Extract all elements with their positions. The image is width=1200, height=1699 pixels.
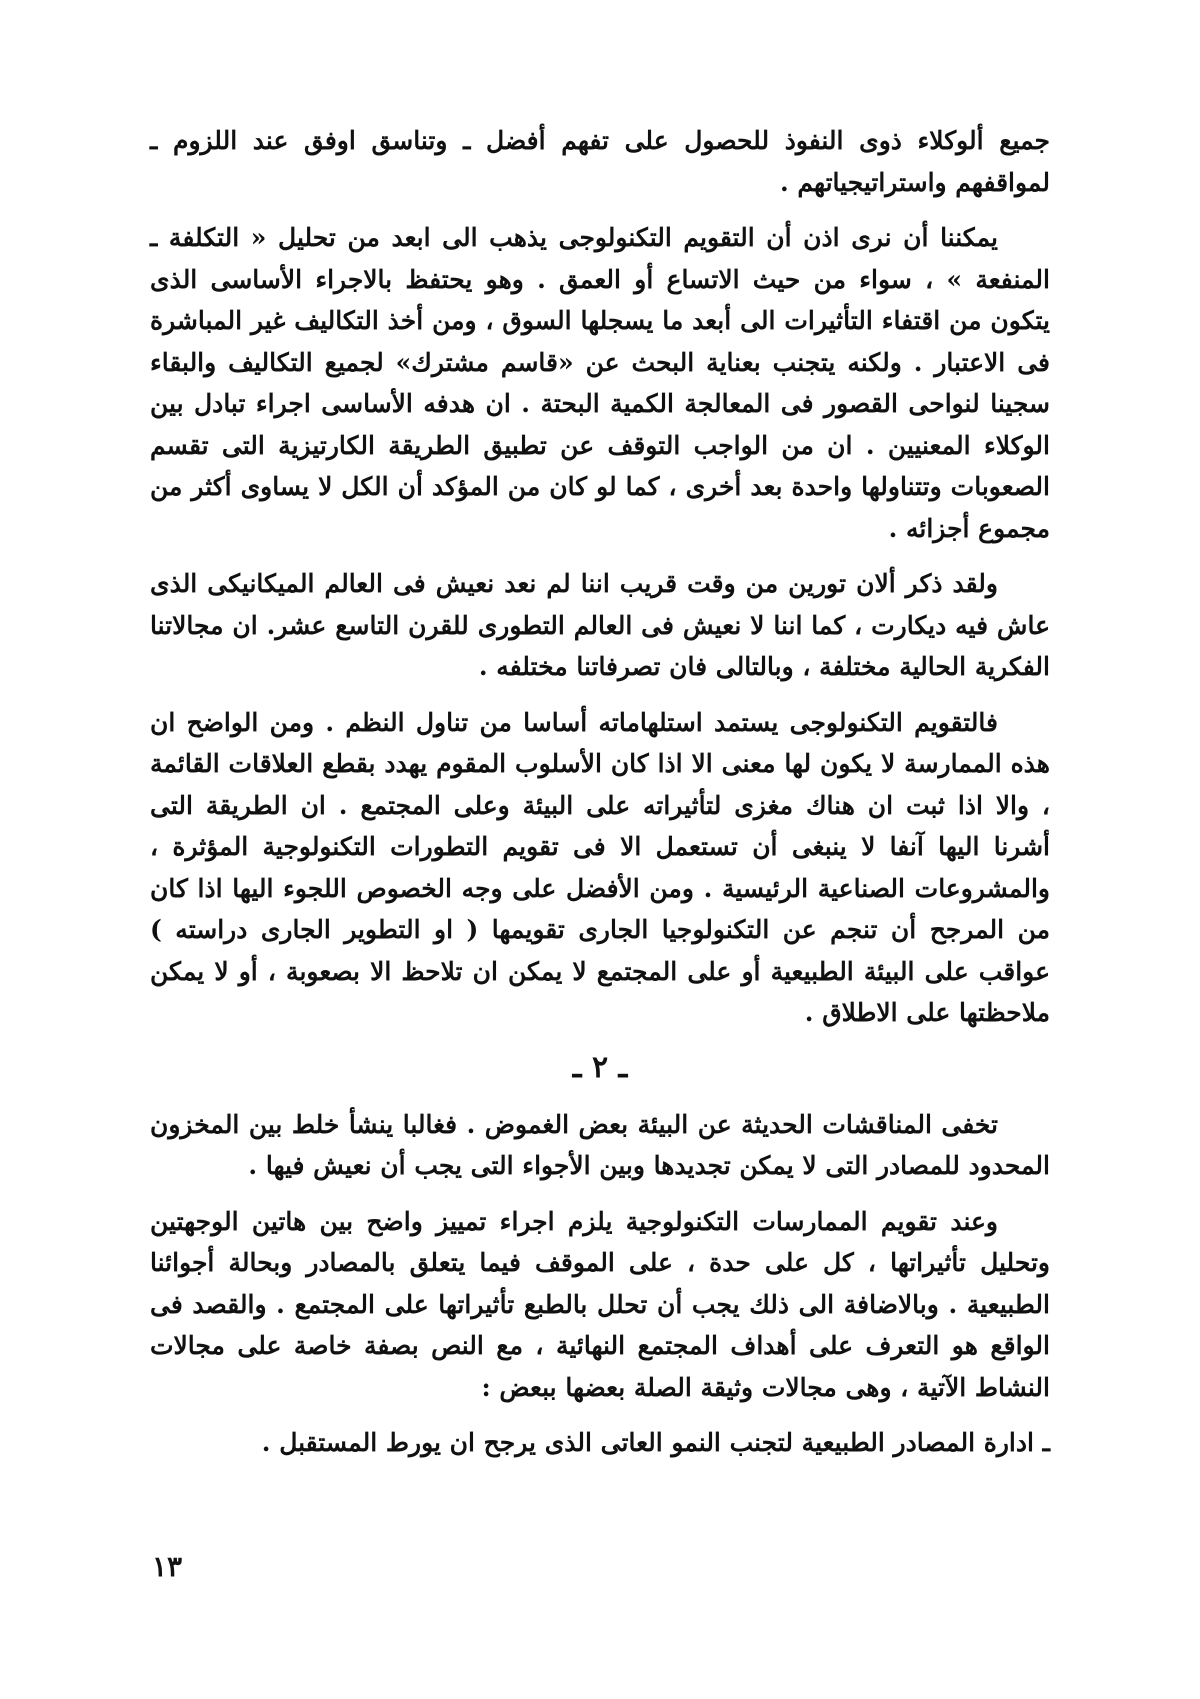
section-number: ـ ٢ ـ [572, 1049, 628, 1085]
paragraph-4: فالتقويم التكنولوجى يستمد استلهاماته أساسا من تناول النظم . ومن الواضح ان هذه الممارسة لا يكون لها معنى الا اذا كان الأسلوب المقوم يهدد بقطع العلاقات القائمة ، والا اذا ثبت ان هناك مغزى لتأثيراته على البيئة وعلى المجتمع . ان الطريقة التى أشرنا اليها آنفا لا ينبغى أن تستعمل الا فى تقويم التطورات التكنولوجية المؤثرة ، والمشروعات الصناعية الرئيسية . ومن الأفضل على وجه الخصوص اللجوء اليها اذا كان من المرجح أن تنجم عن التكنولوجيا الجارى تقويمها ( او التطوير الجارى دراسته ) عواقب على البيئة الطبيعية أو على المجتمع لا يمكن ان تلاحظ الا بصعوبة ، أو لا يمكن ملاحظتها على الاطلاق . [150, 707, 1050, 1027]
page-number: ١٣ [152, 1550, 183, 1583]
paragraph-1: جميع ألوكلاء ذوى النفوذ للحصول على تفهم أفضل ـ وتناسق اوفق عند اللزوم ـ لمواقفهم واستراتيجياتهم . [150, 126, 1050, 197]
list-item: ـ ادارة المصادر الطبيعية لتجنب النمو العاتى الذى يرجح ان يورط المستقبل . [261, 1428, 1050, 1457]
paragraph-3: ولقد ذكر ألان تورين من وقت قريب اننا لم نعد نعيش فى العالم الميكانيكى الذى عاش فيه ديكارت ، كما اننا لا نعيش فى العالم التطورى للقرن التاسع عشر. ان مجالاتنا الفكرية الحالية مختلفة ، وبالتالى فان تصرفاتنا مختلفه . [150, 569, 1050, 681]
paragraph-6: وعند تقويم الممارسات التكنولوجية يلزم اجراء تمييز واضح بين هاتين الوجهتين وتحليل تأثيراتها ، كل على حدة ، على الموقف فيما يتعلق بالمصادر وبحالة أجوائنا الطبيعية . وبالاضافة الى ذلك يجب أن تحلل بالطبع تأثيراتها على المجتمع . والقصد فى الواقع هو التعرف على أهداف المجتمع النهائية ، مع النص بصفة خاصة على مجالات النشاط الآتية ، وهى مجالات وثيقة الصلة بعضها ببعض : [150, 1206, 1050, 1402]
paragraph-2: يمكننا أن نرى اذن أن التقويم التكنولوجى يذهب الى ابعد من تحليل « التكلفة ـ المنفعة » ، سواء من حيث الاتساع أو العمق . وهو يحتفظ بالاجراء الأساسى الذى يتكون من اقتفاء التأثيرات الى أبعد ما يسجلها السوق ، ومن أخذ التكاليف غير المباشرة فى الاعتبار . ولكنه يتجنب بعناية البحث عن «قاسم مشترك» لجميع التكاليف والبقاء سجينا لنواحى القصور فى المعالجة الكمية البحتة . ان هدفه الأساسى اجراء تبادل بين الوكلاء المعنيين . ان من الواجب التوقف عن تطبيق الطريقة الكارتيزية التى تقسم الصعوبات وتتناولها واحدة بعد أخرى ، كما لو كان من المؤكد أن الكل لا يساوى أكثر من مجموع أجزائه . [150, 223, 1050, 543]
paragraph-5: تخفى المناقشات الحديثة عن البيئة بعض الغموض . فغالبا ينشأ خلط بين المخزون المحدود للمصادر التى لا يمكن تجديدها وبين الأجواء التى يجب أن نعيش فيها . [150, 1109, 1050, 1180]
